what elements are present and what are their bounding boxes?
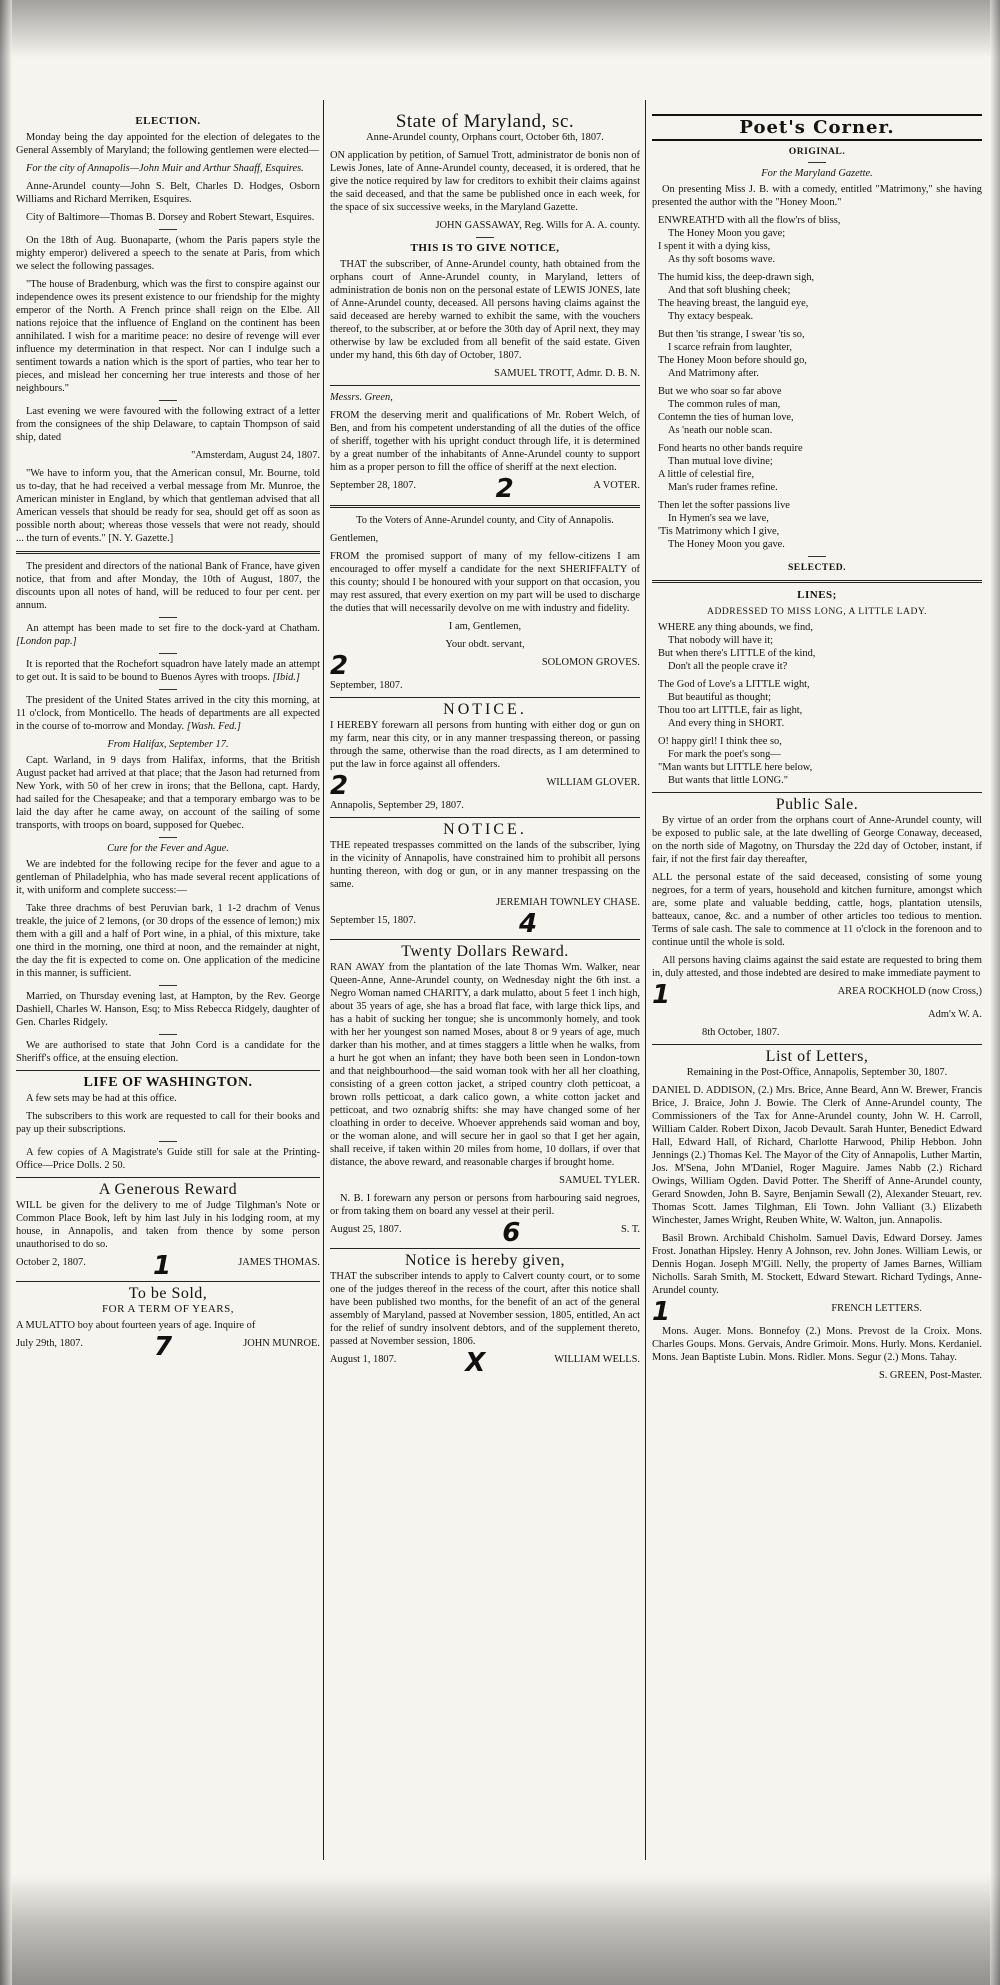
section-rule xyxy=(330,385,640,386)
ague-recipe: Take three drachms of best Peruvian bark, 1 1-2 drachm of Venus treakle, the juice of 2 lemons, (or 30 drops of the essence of lemon;) mix them with a gill and a half of Port wine, in a phial, of this mixture, take one third in the morning, one third at noon, and the remainder at night, the day the fit is expected to come on. One application of the medicine in this manner, is sufficient. xyxy=(16,903,320,979)
state-body: ON application by petition, of Samuel Trott, administrator de bonis non of Lewis Jones, late of Anne-Arundel county, deceased, it is ordered, that he give the notice required by law for creditors to exhibit their claims against the said deceased, and that the same be published once in each week, for the space of six successive weeks, in the Maryland Gazette. xyxy=(330,150,640,213)
section-rule xyxy=(652,792,982,793)
voters-signature-row xyxy=(330,651,640,681)
voters-signer: SOLOMON GROVES. xyxy=(541,657,640,668)
buonaparte-speech: "The house of Bradenburg, which was the first to conspire against our independence owes its present existence to our friendship for the mighty emperor of the North. A French prince shall reign on the Elbe. All nations rejoice that the influence of England on the continent has been annihilated. I wish for a maritime peace: no desire of revenge will ever influence my determination in that respect. Nor can I indulge such a sentiment towards a nation which is the sport of parties, who tear her to pieces, and mislead her concerning her true interests and those of her neighbours." xyxy=(16,279,320,394)
french-heading-row xyxy=(652,1297,982,1327)
poem-stanza xyxy=(652,735,982,787)
scan-edge-right xyxy=(990,0,1000,1985)
election-intro: Monday being the day appointed for the election of delegates to the General Assembly of Maryland; the following gentlemen were elected— xyxy=(16,132,320,156)
column-middle xyxy=(330,112,640,1872)
reward-body: WILL be given for the delivery to me of Judge Tilghman's Note or Common Place Book, left by him last July in his lodging room, at my house, in Annapolis, and taken from thence by some person unauthorised to do so. xyxy=(16,1200,320,1250)
give-notice-heading: THIS IS TO GIVE NOTICE, xyxy=(410,242,560,254)
poem-matrimony xyxy=(652,214,982,551)
french-heading: FRENCH LETTERS. xyxy=(831,1303,922,1314)
green-body: FROM the deserving merit and qualifications of Mr. Robert Welch, of Ben, and from his competent understanding of all the duties of the office of sheriff, together with his upright conduct through life, it is determined by a great number of the inhabitants of Anne-Arundel county to support him as a proper person to fill the office of sheriff at the next election. xyxy=(330,410,640,473)
twenty-heading: Twenty Dollars Reward. xyxy=(401,943,569,960)
divider xyxy=(159,400,177,401)
poem-line: Than mutual love divine; xyxy=(668,456,773,467)
selected-label: SELECTED. xyxy=(787,562,847,573)
section-rule xyxy=(330,505,640,508)
divider xyxy=(159,617,177,618)
poem-stanza xyxy=(652,385,982,437)
lines-subheading: ADDRESSED TO MISS LONG, A LITTLE LADY. xyxy=(707,606,927,617)
green-signature-row xyxy=(330,474,640,504)
sale-claims: All persons having claims against the said estate are requested to bring them in, duly attested, and those indebted are desired to make immediate payment to xyxy=(652,955,982,979)
section-rule xyxy=(16,1177,320,1178)
twenty-signature: SAMUEL TYLER. xyxy=(559,1175,640,1186)
voters-heading: To the Voters of Anne-Arundel county, and City of Annapolis. xyxy=(356,515,614,526)
cord-item: We are authorised to state that John Cord is a candidate for the Sheriff's office, at the ensuing election. xyxy=(16,1040,320,1064)
letters-subheading: Remaining in the Post-Office, Annapolis, September 30, 1807. xyxy=(686,1067,948,1078)
divider xyxy=(159,229,177,230)
halifax-heading: From Halifax, September 17. xyxy=(107,739,229,750)
voters-close-1: I am, Gentlemen, xyxy=(448,621,522,632)
poem-line: Don't all the people crave it? xyxy=(668,661,788,672)
section-rule xyxy=(652,580,982,583)
poem-line: And that soft blushing cheek; xyxy=(668,285,791,296)
poem-line: The heaving breast, the languid eye, xyxy=(658,298,809,309)
poets-corner-heading: Poet's Corner. xyxy=(739,117,895,138)
scan-edge-bottom xyxy=(0,1875,1000,1985)
poem-line: Thy extacy bespeak. xyxy=(668,311,754,322)
notice2-body: THE repeated trespasses committed on the lands of the subscriber, lying in the vicinity of Annapolis, have constrained him to prohibit all persons hunting thereon, with dog or gun, or in any manner trespassing on the same. xyxy=(330,840,640,890)
sold-date: July 29th, 1807. xyxy=(16,1338,83,1349)
poem-line: As thy soft bosoms wave. xyxy=(668,254,776,265)
washington-line-2: The subscribers to this work are requested to call for their books and pay up their subscriptions. xyxy=(16,1111,320,1135)
halifax-item: Capt. Warland, in 9 days from Halifax, informs, that the British August packet had arrived at that place; that the Jason had returned from New York, with 50 of her crew in irons; that the Bellona, capt. Hardy, had sailed for the Chesapeake; and that a temporary embargo was to be laid the day after he came away, on account of the sailing of some transports, with troops on board, supposed for Quebec. xyxy=(16,755,320,831)
poem-line: Fond hearts no other bands require xyxy=(658,443,803,454)
section-rule xyxy=(330,1248,640,1249)
divider xyxy=(808,556,826,557)
washington-line-1: A few sets may be had at this office. xyxy=(26,1093,177,1104)
handwritten-mark: 1 xyxy=(652,1297,671,1327)
handwritten-mark: 1 xyxy=(652,980,671,1010)
poem-line: But wants that little LONG." xyxy=(668,775,788,786)
poem-line: ENWREATH'D with all the flow'rs of bliss, xyxy=(658,215,841,226)
notice1-date: Annapolis, September 29, 1807. xyxy=(330,800,464,811)
voters-body: FROM the promised support of many of my fellow-citizens I am encouraged to offer myself a candidate for the next SHERIFFALTY of this county; should I be honoured with your support on that occasion, you may rest assured, that every exertion on my part will be used to discharge the duties that will necessarily devolve on me with industry and fidelity. xyxy=(330,551,640,614)
election-heading: ELECTION. xyxy=(135,115,201,127)
poem-line: As 'neath our noble scan. xyxy=(668,425,773,436)
handwritten-mark: 6 xyxy=(502,1218,521,1248)
divider xyxy=(476,237,494,238)
reward-signer: JAMES THOMAS. xyxy=(238,1257,320,1268)
green-date: September 28, 1807. xyxy=(330,480,416,491)
poem-line: "Man wants but LITTLE here below, xyxy=(658,762,813,773)
poem-line: Then let the softer passions live xyxy=(658,500,790,511)
column-left xyxy=(16,112,320,1872)
given-signature-row xyxy=(330,1348,640,1378)
given-heading: Notice is hereby given, xyxy=(405,1252,565,1269)
divider xyxy=(808,162,826,163)
poem-stanza xyxy=(652,499,982,551)
poem-line: The humid kiss, the deep-drawn sigh, xyxy=(658,272,815,283)
green-signer: A VOTER. xyxy=(593,480,640,491)
french-list: Mons. Auger. Mons. Bonnefoy (2.) Mons. Prevost de la Croix. Mons. Charles Goups. Mons. Gervais, Andre Grimoir. Mons. Hurly. Mons. Kerdaniel. Mons. Jean Baptiste Lubin. Mons. Ridler. Mons. Segur (2.) Mons. Tahay. xyxy=(652,1326,982,1363)
poem-line: A little of celestial fire, xyxy=(658,469,755,480)
voters-close-2: Your obdt. servant, xyxy=(445,639,525,650)
election-anne-arundel: Anne-Arundel county—John S. Belt, Charles D. Hodges, Osborn Williams and Richard Merriken, Esquires. xyxy=(16,181,320,205)
poem-line: Thou too art LITTLE, fair as light, xyxy=(658,705,803,716)
poem-stanza xyxy=(652,442,982,494)
column-right xyxy=(652,112,982,1872)
sale-intro: By virtue of an order from the orphans court of Anne-Arundel county, will be exposed to public sale, at the late dwelling of George Conaway, deceased, on the north side of Magotny, on Thursday the 22d day of October, instant, if fair, if not the first fair day thereafter, xyxy=(652,815,982,865)
poem-line: But we who soar so far above xyxy=(658,386,782,397)
chatham-item: An attempt has been made to set fire to the dock-yard at Chatham. [London pap.] xyxy=(16,623,320,647)
poem-line: The Honey Moon you gave; xyxy=(668,228,786,239)
poem-line: But then 'tis strange, I swear 'tis so, xyxy=(658,329,805,340)
divider xyxy=(159,689,177,690)
notice1-body: I HEREBY forewarn all persons from hunting with either dog or gun on my farm, near this city, or in any manner trespassing thereon, or passing through the same, otherwise than the road directs, as I am determined to put the law in force against all offenders. xyxy=(330,720,640,770)
poem-stanza xyxy=(652,214,982,266)
twenty-body: RAN AWAY from the plantation of the late Thomas Wm. Walker, near Queen-Anne, Anne-Arundel county, on Wednesday night the 6th inst. a Negro Woman named CHARITY, a dark mulatto, about 5 feet 1 inch high, about 35 years of age, she has a broad flat face, with large thick lips, and has a habit of sucking her tongue; she is uncommonly homely, and took with her her youngest son named Moses, about 8 or 9 years of age, much darker than his mother, and at times staggers a little when he walks, from a hurt he got when an infant; they have both been seen in London-town and that neighbourhood—the said woman took with her all her cloathing, consisting of a green cotton jacket, a striped country cloth petticoat, a brown rolls petticoat, a dark calico gown, a white cotton jacket and petticoat, and two oznabrig shifts: she may have changed some of her cloathing in order to deceive. Whoever apprehends said woman and boy, or the woman alone, and will secure her in gaol so that I get her again, shall receive, if taken within 20 miles from home, 10 dollars, if over that distance, the above reward, and reasonable charges if brought home. xyxy=(330,962,640,1168)
divider xyxy=(159,837,177,838)
poem-line: And every thing in SHORT. xyxy=(668,718,785,729)
original-label: ORIGINAL. xyxy=(788,146,846,157)
poem-line: The Honey Moon you gave. xyxy=(668,539,785,550)
election-annapolis: For the city of Annapolis—John Muir and Arthur Shaaff, Esquires. xyxy=(26,163,304,174)
divider xyxy=(159,1141,177,1142)
poem-line: And Matrimony after. xyxy=(668,368,759,379)
rochefort-item: It is reported that the Rochefort squadron have lately made an attempt to get out. It is said to be bound to Buenos Ayres with troops. [Ibid.] xyxy=(16,659,320,683)
washington-heading: LIFE OF WASHINGTON. xyxy=(83,1075,253,1090)
poem-line: I scarce refrain from laughter, xyxy=(668,342,792,353)
sold-subheading: FOR A TERM OF YEARS, xyxy=(102,1303,234,1315)
letters-list: DANIEL D. ADDISON, (2.) Mrs. Brice, Anne Beard, Ann W. Brewer, Francis Brice, J. Braice, John J. Bowie. The Clerk of Anne-Arundel county, The Commissioners of the Tax for Anne-Arundel county, John W. H. Carroll, William Calder. Robert Dixon, Jacob Devault. Sarah Hunter, Benedict Edward Hall, Edward Hall, of Richard, Charlotte Harwood, Philip Hebbon. John Jennings (2.) Thomas Kel. The Mayor of the City of Annapolis, Luther Martin, Jos. M'Sena, John M'Daniel, Roger Maguire. James Nabb (2.) Richard Owings, William Ogden. David Potter. The Sheriff of Anne-Arundel county, Gerard Snowden, John B. Sayre, Benjamin Sewall (2), Alexander Steuart, rev. Thomas Scott. James Tilghman, Eli Town. John Valliant (3.) Elizabeth Winchester, James Wright, Reuben White, W. Walton, jun. Annapolis. xyxy=(652,1085,982,1226)
election-baltimore: City of Baltimore—Thomas B. Dorsey and Robert Stewart, Esquires. xyxy=(26,212,315,223)
buonaparte-intro: On the 18th of Aug. Buonaparte, (whom the Paris papers style the mighty emperor) delivered a speech to the senate at Paris, from which we select the following passages. xyxy=(16,235,320,272)
section-rule xyxy=(330,697,640,698)
letters-heading: List of Letters, xyxy=(765,1048,869,1065)
poem-line: For mark the poet's song— xyxy=(668,749,781,760)
letters-list-2: Basil Brown. Archibald Chisholm. Samuel Davis, Edward Dorsey. James Frost. Jonathan Hipsley. Henry A Johnson, rev. John Jones. William Lewis, or Dennis Hogan. Joseph M'Gill. Nelly, the property of James Barnes, William Nicholls. Sarah Smith, M. Stockett, Edward Stewart. Richard Tydings, Anne-Arundel county. xyxy=(652,1233,982,1296)
scan-edge-left xyxy=(0,0,12,1985)
sold-signature-row xyxy=(16,1332,320,1362)
poem-line: In Hymen's sea we lave, xyxy=(668,513,769,524)
handwritten-mark: 1 xyxy=(152,1251,172,1281)
sale-date: 8th October, 1807. xyxy=(702,1027,780,1038)
poem-line: I spent it with a dying kiss, xyxy=(658,241,771,252)
section-rule xyxy=(330,817,640,818)
state-signature: JOHN GASSAWAY, Reg. Wills for A. A. county. xyxy=(435,220,640,231)
ague-heading: Cure for the Fever and Ague. xyxy=(107,843,229,854)
poem-line: That nobody will have it; xyxy=(668,635,774,646)
notice1-heading: NOTICE. xyxy=(443,701,527,718)
state-subheading: Anne-Arundel county, Orphans court, October 6th, 1807. xyxy=(366,132,604,143)
column-rule-1 xyxy=(323,100,324,1860)
poem-line: 'Tis Matrimony which I give, xyxy=(658,526,780,537)
handwritten-mark: X xyxy=(465,1348,486,1378)
lines-heading: LINES; xyxy=(797,589,837,601)
divider xyxy=(159,985,177,986)
voters-salute: Gentlemen, xyxy=(330,533,379,544)
green-salute: Messrs. Green, xyxy=(330,392,393,403)
section-rule xyxy=(652,1044,982,1045)
poem-little-lady xyxy=(652,621,982,787)
notice2-date: September 15, 1807. xyxy=(330,915,416,926)
notice2-heading: NOTICE. xyxy=(443,821,527,838)
notice1-signature-row xyxy=(330,771,640,801)
for-gazette: For the Maryland Gazette. xyxy=(761,168,873,179)
poem-stanza xyxy=(652,621,982,673)
ague-intro: We are indebted for the following recipe for the fever and ague to a gentleman of Philadelphia, who has made several recent applications of it, with uniform and complete success:— xyxy=(16,859,320,896)
sold-body: A MULATTO boy about fourteen years of age. Inquire of xyxy=(16,1320,256,1331)
column-rule-2 xyxy=(645,100,646,1860)
section-rule xyxy=(330,939,640,940)
letter-body: "We have to inform you, that the American consul, Mr. Bourne, told us to-day, that he had received a verbal message from Mr. Munroe, the American minister in England, by which that gentleman advised that all American vessels that should be ready for sea, should get off as soon as possible north about; whereas those vessels that were not ready, should ... the turn of events." [N. Y. Gazette.] xyxy=(16,468,320,544)
notice1-signer: WILLIAM GLOVER. xyxy=(546,777,640,788)
bank-notice: The president and directors of the national Bank of France, have given notice, that from and after Monday, the 10th of August, 1807, the discounts upon all notes of hand, will be reduced to four per cent. per annum. xyxy=(16,561,320,611)
section-rule xyxy=(16,551,320,554)
poem-stanza xyxy=(652,678,982,730)
give-notice-signature: SAMUEL TROTT, Admr. D. B. N. xyxy=(494,368,640,379)
section-rule xyxy=(16,1070,320,1071)
voters-date: September, 1807. xyxy=(330,680,403,691)
scan-edge-top xyxy=(0,0,1000,58)
poem-line: But when there's LITTLE of the kind, xyxy=(658,648,816,659)
given-signer: WILLIAM WELLS. xyxy=(554,1354,640,1365)
poem-stanza xyxy=(652,271,982,323)
section-rule xyxy=(16,1281,320,1282)
state-heading: State of Maryland, sc. xyxy=(395,112,575,132)
french-signature: S. GREEN, Post-Master. xyxy=(878,1370,982,1381)
poem-stanza xyxy=(652,328,982,380)
poets-corner-banner xyxy=(652,114,982,141)
poem-line: Contemn the ties of human love, xyxy=(658,412,794,423)
poem-line: But beautiful as thought; xyxy=(668,692,772,703)
sale-role: Adm'x W. A. xyxy=(928,1009,982,1020)
notice2-signature: JEREMIAH TOWNLEY CHASE. xyxy=(496,897,640,908)
handwritten-mark: 2 xyxy=(330,651,349,681)
poem-line: Man's ruder frames refine. xyxy=(668,482,778,493)
sold-signer: JOHN MUNROE. xyxy=(243,1338,320,1349)
handwritten-mark: 4 xyxy=(518,909,538,939)
reward-heading: A Generous Reward xyxy=(98,1181,238,1198)
sale-heading: Public Sale. xyxy=(775,796,859,813)
poem-line: The God of Love's a LITTLE wight, xyxy=(658,679,810,690)
twenty-date: August 25, 1807. xyxy=(330,1224,402,1235)
twenty-initials: S. T. xyxy=(621,1224,640,1235)
poem1-intro: On presenting Miss J. B. with a comedy, entitled "Matrimony," she having presented the author with the "Honey Moon." xyxy=(652,184,982,208)
sale-signer: AREA ROCKHOLD (now Cross,) xyxy=(837,986,982,997)
divider xyxy=(159,653,177,654)
twenty-initials-row xyxy=(330,1218,640,1248)
president-item: The president of the United States arrived in the city this morning, at 11 o'clock, from Monticello. The heads of departments are all expected in the course of to-morrow and Monday. [Wash. Fed.] xyxy=(16,695,320,732)
twenty-nb: N. B. I forewarn any person or persons from harbouring said negroes, or from taking them on board any vessel at their peril. xyxy=(330,1193,640,1217)
letter-dateline: "Amsterdam, August 24, 1807. xyxy=(191,450,320,461)
give-notice-body: THAT the subscriber, of Anne-Arundel county, hath obtained from the orphans court of Anne-Arundel county, in Maryland, letters of administration de bonis non on the personal estate of LEWIS JONES, late of Anne-Arundel county, deceased. All persons having claims against the said deceased are hereby warned to exhibit the same, with the vouchers thereof, to the subscriber, at or before the 30th day of April next, they may otherwise by law be excluded from all benefit of the said estate. Given under my hand, this 6th day of October, 1807. xyxy=(330,259,640,361)
reward-signature-row xyxy=(16,1251,320,1281)
sale-signature-row xyxy=(652,980,982,1010)
poem-line: The Honey Moon before should go, xyxy=(658,355,807,366)
sold-heading: To be Sold, xyxy=(128,1285,208,1302)
handwritten-mark: 2 xyxy=(330,771,349,801)
given-body: THAT the subscriber intends to apply to Calvert county court, or to some one of the judges thereof in the recess of the court, after this notice shall have been published two months, for the benefit of an act of the general assembly of Maryland, passed at November session, 1805, entitled, An act for the relief of sundry insolvent debtors, and of the supplement thereto, passed at November session, 1806. xyxy=(330,1271,640,1347)
given-date: August 1, 1807. xyxy=(330,1354,397,1365)
poem-line: The common rules of man, xyxy=(668,399,781,410)
reward-date: October 2, 1807. xyxy=(16,1257,86,1268)
notice2-date-row xyxy=(330,909,640,939)
married-item: Married, on Thursday evening last, at Hampton, by the Rev. George Dashiell, Charles W. Hanson, Esq; to Miss Rebecca Ridgely, daughter of Gen. Charles Ridgely. xyxy=(16,991,320,1028)
poem-line: WHERE any thing abounds, we find, xyxy=(658,622,813,633)
letter-intro: Last evening we were favoured with the following extract of a letter from the consignees of the ship Delaware, to captain Thompson of said ship, dated xyxy=(16,406,320,443)
sale-body: ALL the personal estate of the said deceased, consisting of some young negroes, for a term of years, household and kitchen furniture, amongst which are, some plate and valuable bedding, cattle, hogs, plantation utensils, batteaux, canoe, &c. and a number of other articles too tedious to mention. Terms of sale cash. The sale to commence at 11 o'clock in the forenoon and to continue until the whole is sold. xyxy=(652,872,982,948)
divider xyxy=(159,1034,177,1035)
handwritten-mark: 2 xyxy=(495,474,514,504)
poem-line: O! happy girl! I think thee so, xyxy=(658,736,782,747)
handwritten-mark: 7 xyxy=(154,1332,173,1362)
magistrate-guide: A few copies of A Magistrate's Guide still for sale at the Printing-Office—Price Dolls. 2 50. xyxy=(16,1147,320,1171)
